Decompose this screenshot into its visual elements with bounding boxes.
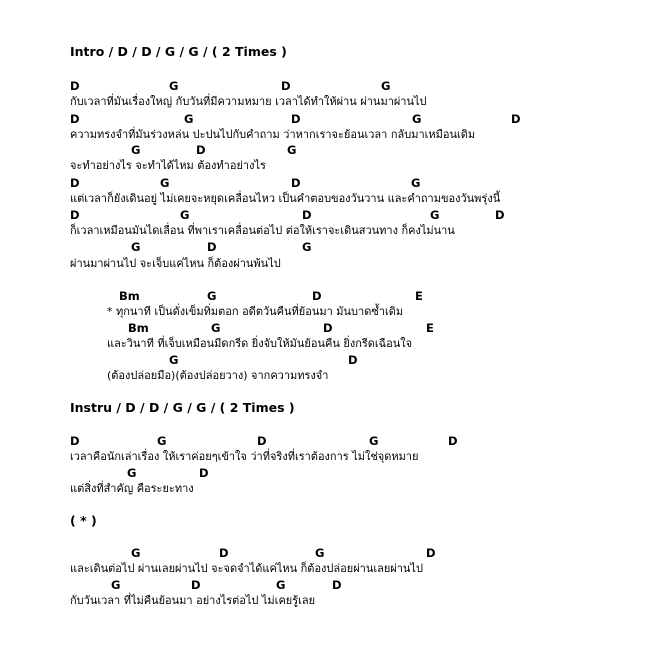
chord: Bm (128, 321, 149, 335)
chord: G (157, 434, 167, 448)
chord: G (184, 112, 194, 126)
lyric-line: จะทำอย่างไร จะทำได้ไหม ต้องทำอย่างไร (70, 159, 266, 172)
chord: D (70, 79, 80, 93)
chord: D (291, 176, 301, 190)
chord: G (111, 578, 121, 592)
chord: D (70, 434, 80, 448)
chord: G (315, 546, 325, 560)
chord: D (257, 434, 267, 448)
chord: D (302, 208, 312, 222)
chord: G (169, 79, 179, 93)
chord: D (199, 466, 209, 480)
chord: G (207, 289, 217, 303)
chord: D (426, 546, 436, 560)
chord: G (381, 79, 391, 93)
chord: D (332, 578, 342, 592)
lyric-line: แต่เวลาก็ยังเดินอยู่ ไม่เคยจะหยุดเคลื่อนไหว เป็นคำตอบของวันวาน และคำถามของวันพรุ่งนี้ (70, 192, 501, 205)
chord: Bm (119, 289, 140, 303)
chord: D (511, 112, 521, 126)
lyric-line: แต่สิ่งที่สำคัญ คือระยะทาง (70, 482, 194, 495)
chord: G (169, 353, 179, 367)
instru-heading: Instru / D / D / G / G / ( 2 Times ) (70, 400, 295, 415)
lyric-line: ก็เวลาเหมือนมันไดเลื่อน ที่พาเราเคลื่อนต่อไป ต่อให้เราจะเดินสวนทาง ก็คงไม่นาน (70, 224, 455, 237)
chord: D (448, 434, 458, 448)
chord: G (127, 466, 137, 480)
chord: G (302, 240, 312, 254)
chord: G (411, 176, 421, 190)
intro-heading: Intro / D / D / G / G / ( 2 Times ) (70, 44, 287, 59)
chord: D (191, 578, 201, 592)
chord: D (219, 546, 229, 560)
chord: D (70, 176, 80, 190)
chord: G (131, 240, 141, 254)
chord: G (369, 434, 379, 448)
chord: G (160, 176, 170, 190)
chord: G (131, 143, 141, 157)
lyric-line: ผ่านมาผ่านไป จะเจ็บแค่ไหน ก็ต้องผ่านพ้นไป (70, 257, 281, 270)
lyric-line: และเดินต่อไป ผ่านเลยผ่านไป จะจดจำได้แค่ไหน ก็ต้องปล่อยผ่านเลยผ่านไป (70, 562, 423, 575)
chord: D (196, 143, 206, 157)
chord: G (412, 112, 422, 126)
lyric-line: กับเวลาที่มันเรื่องใหญ่ กับวันที่มีความหมาย เวลาได้ทำให้ผ่าน ผ่านมาผ่านไป (70, 95, 427, 108)
chord: D (323, 321, 333, 335)
lyric-line: และวินาที ที่เจ็บเหมือนมีดกรีด ยิ่งจับให้มันย้อนคืน ยิ่งกรีดเฉือนใจ (107, 337, 413, 350)
chord: D (312, 289, 322, 303)
chord: E (415, 289, 423, 303)
chord: E (426, 321, 434, 335)
lyric-line: กับวันเวลา ที่ไม่คืนย้อนมา อย่างไรต่อไป ไม่เคยรู้เลย (70, 594, 316, 607)
chord: D (495, 208, 505, 222)
chord: D (70, 112, 80, 126)
chord: G (131, 546, 141, 560)
chord: D (70, 208, 80, 222)
chord: D (207, 240, 217, 254)
lyric-line: ความทรงจำที่มันร่วงหล่น ปะปนไปกับคำถาม ว่าหากเราจะย้อนเวลา กลับมาเหมือนเดิม (70, 128, 476, 141)
chord: D (291, 112, 301, 126)
chord: D (281, 79, 291, 93)
chord: G (276, 578, 286, 592)
chord: G (180, 208, 190, 222)
chord: D (348, 353, 358, 367)
repeat-marker: ( * ) (70, 513, 97, 528)
chord: G (211, 321, 221, 335)
lyric-line: เวลาคือนักเล่าเรื่อง ให้เราค่อยๆเข้าใจ ว่าที่จริงที่เราต้องการ ไม่ใช่จุดหมาย (70, 450, 419, 463)
lyric-line: * ทุกนาที เป็นดั่งเข็มทิ่มตอก อดีตวันคืนที่ย้อนมา มันบาดซ้ำเดิม (107, 305, 404, 318)
lyric-line: (ต้องปล่อยมือ)(ต้องปล่อยวาง) จากความทรงจำ (107, 369, 329, 382)
chord: G (287, 143, 297, 157)
chord: G (430, 208, 440, 222)
